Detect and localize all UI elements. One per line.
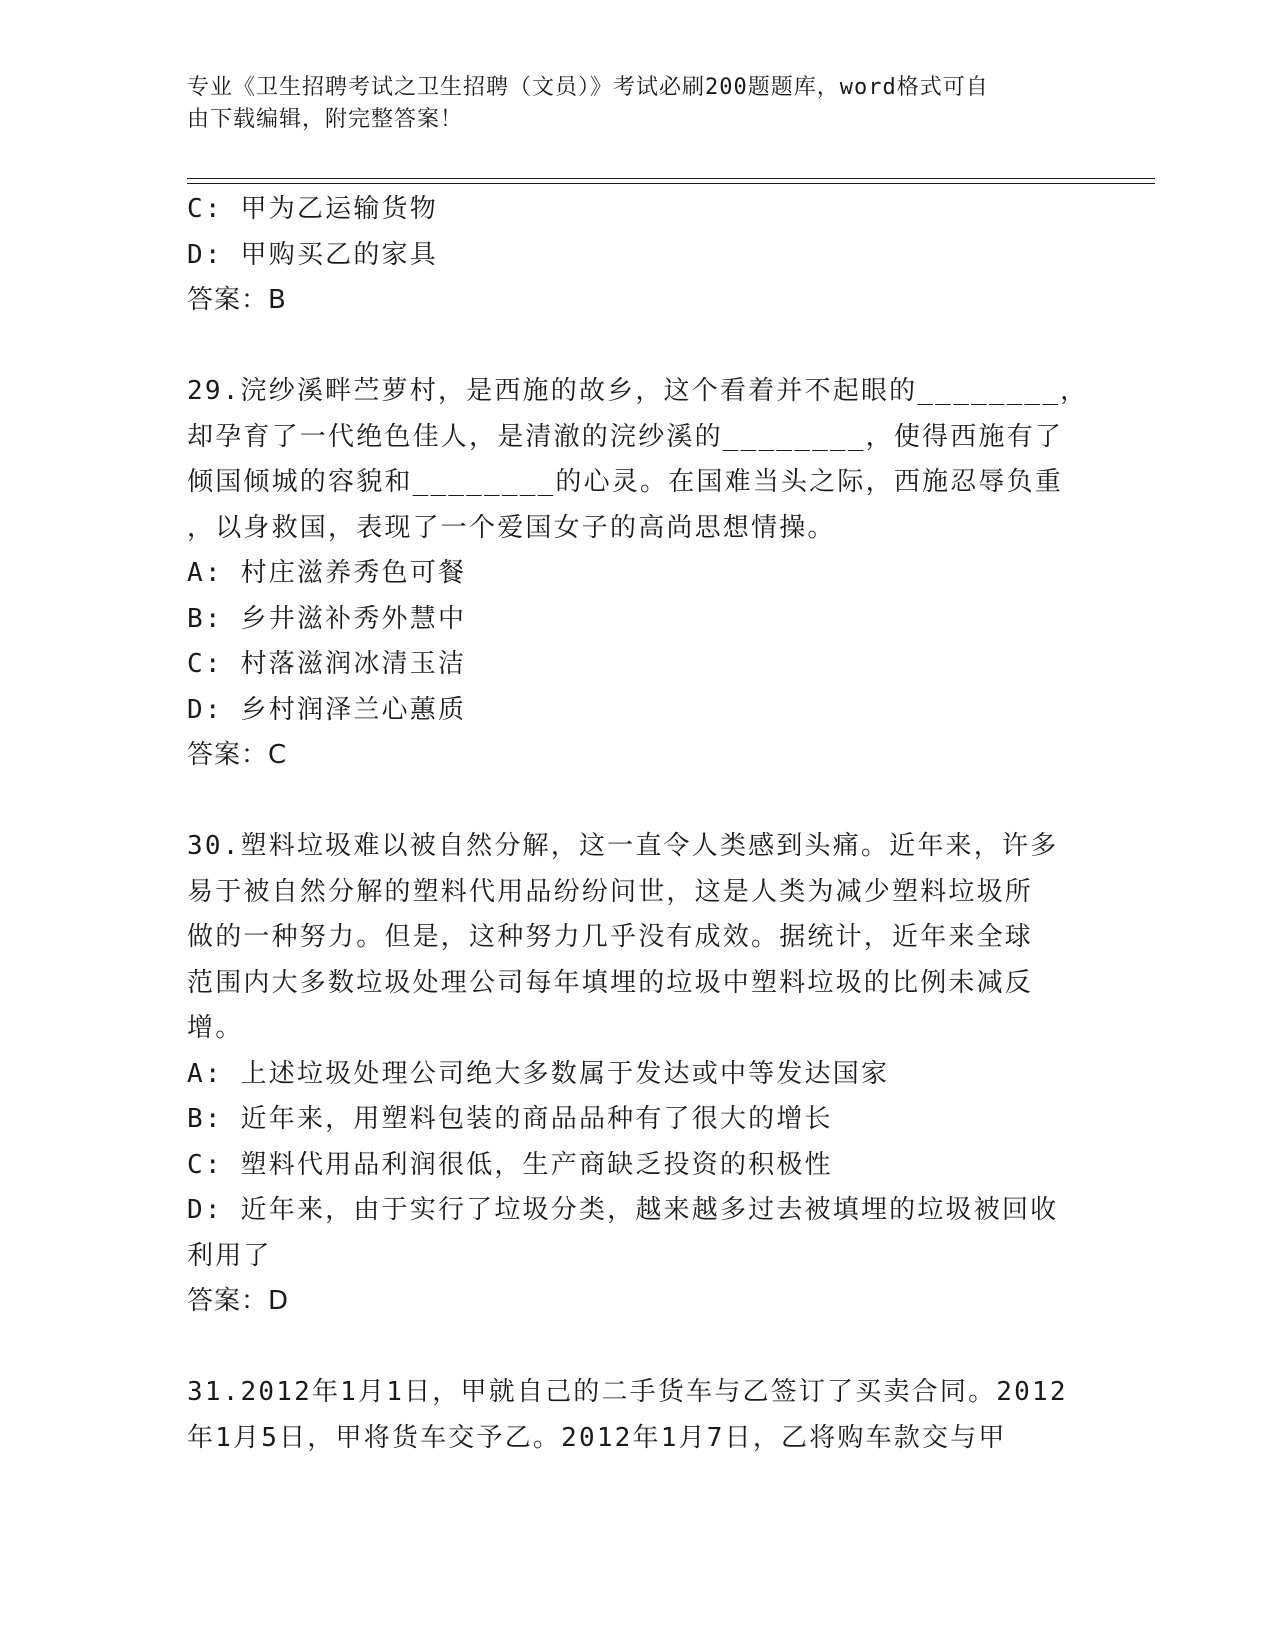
- option-c: C: 塑料代用品利润很低，生产商缺乏投资的积极性: [187, 1149, 833, 1180]
- question-text-line: 31.2012年1月1日，甲就自己的二手货车与乙签订了买卖合同。2012: [187, 1377, 1068, 1407]
- question-text-line: 倾国倾城的容貌和________的心灵。在国难当头之际，西施忍辱负重: [187, 467, 1064, 497]
- header-line-2: 由下载编辑，附完整答案！: [187, 107, 464, 132]
- answer-line: 答案：B: [187, 285, 287, 315]
- option-c: C: 村落滋润冰清玉洁: [187, 649, 467, 679]
- question-text-line: 易于被自然分解的塑料代用品纷纷问世，这是人类为减少塑料垃圾所: [187, 876, 1034, 907]
- header-divider-top: [187, 178, 1155, 179]
- question-text-line: ，以身救国，表现了一个爱国女子的高尚思想情操。: [187, 512, 836, 543]
- question-text-line: 做的一种努力。但是，这种努力几乎没有成效。据统计，近年来全球: [187, 922, 1034, 952]
- answer-line: 答案：C: [187, 740, 288, 770]
- question-text-line: 29.浣纱溪畔苎萝村，是西施的故乡，这个看着并不起眼的________，: [187, 376, 1089, 406]
- question-29: [187, 369, 1087, 779]
- answer-line: 答案：D: [187, 1286, 290, 1316]
- question-text-line: 30.塑料垃圾难以被自然分解，这一直令人类感到头痛。近年来，许多: [187, 831, 1059, 861]
- question-28-tail: [187, 187, 1087, 324]
- header-line-1: 专业《卫生招聘考试之卫生招聘（文员）》考试必刷200题题库，word格式可自: [187, 75, 989, 100]
- option-d: D: 甲购买乙的家具: [187, 239, 438, 270]
- option-d: D: 近年来，由于实行了垃圾分类，越来越多过去被填埋的垃圾被回收: [187, 1195, 1059, 1225]
- option-c: C: 甲为乙运输货物: [187, 194, 438, 224]
- option-b: B: 近年来，用塑料包装的商品品种有了很大的增长: [187, 1104, 833, 1134]
- question-30: [187, 824, 1087, 1325]
- question-spacer: [187, 779, 1087, 825]
- option-d: D: 乡村润泽兰心蕙质: [187, 694, 467, 725]
- header-divider-bottom: [187, 183, 1155, 184]
- option-a: A: 村庄滋养秀色可餐: [187, 558, 467, 588]
- question-spacer: [187, 324, 1087, 370]
- option-b: B: 乡井滋补秀外慧中: [187, 603, 467, 634]
- question-text-line: 年1月5日，甲将货车交予乙。2012年1月7日，乙将购车款交与甲: [187, 1422, 1007, 1453]
- question-text-line: 增。: [187, 1013, 244, 1043]
- question-text-line: 却孕育了一代绝色佳人，是清澈的浣纱溪的________，使得西施有了: [187, 421, 1064, 452]
- document-body: [187, 187, 1087, 1461]
- question-spacer: [187, 1325, 1087, 1371]
- question-text-line: 范围内大多数垃圾处理公司每年填埋的垃圾中塑料垃圾的比例未减反: [187, 967, 1034, 998]
- document-header: [187, 72, 1067, 136]
- question-31: [187, 1370, 1087, 1461]
- option-a: A: 上述垃圾处理公司绝大多数属于发达或中等发达国家: [187, 1058, 890, 1089]
- option-d-continuation: 利用了: [187, 1240, 272, 1271]
